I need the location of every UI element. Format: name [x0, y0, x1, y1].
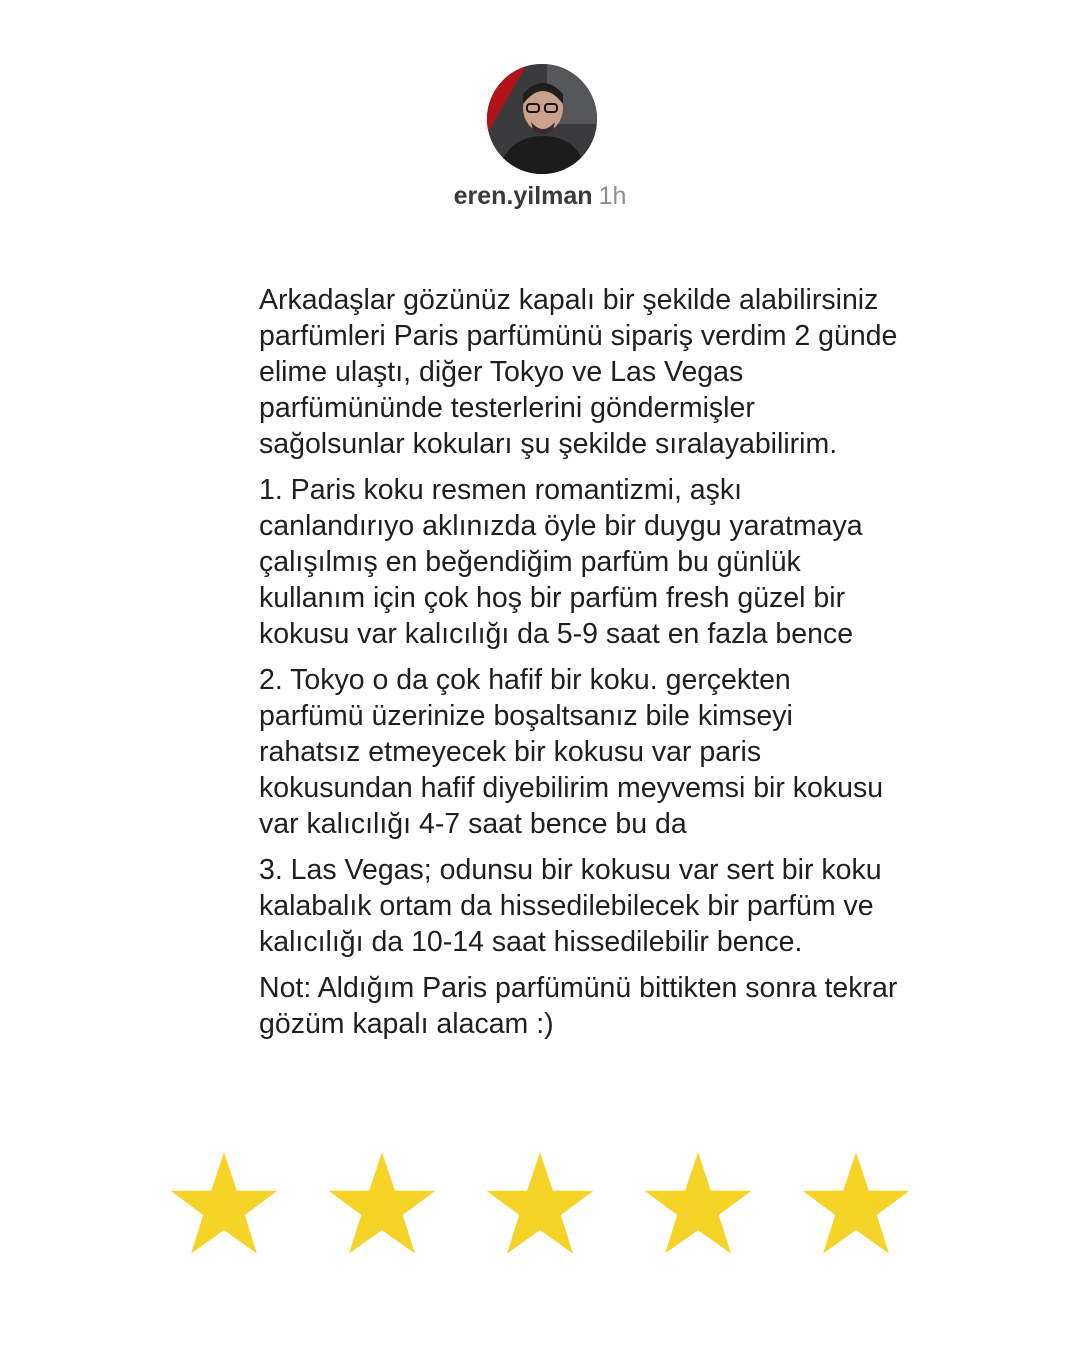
post-header	[0, 178, 1080, 214]
comment-paragraph-tokyo: 2. Tokyo o da çok hafif bir koku. gerçekten parfümü üzerinize boşaltsanız bile kimseyi rahatsız etmeyecek bir kokusu var paris kokusundan hafif diyebilirim meyvemsi bir kokusu var kalıcılığı 4-7 saat bence bu da	[259, 664, 884, 840]
star-icon	[168, 1150, 280, 1262]
comment-text	[259, 282, 899, 1052]
comment-paragraph-note: Not: Aldığım Paris parfümünü bittikten sonra tekrar gözüm kapalı alacam :)	[259, 972, 898, 1040]
star-icon	[800, 1150, 912, 1262]
avatar[interactable]	[487, 64, 597, 174]
timestamp: 1h	[598, 182, 627, 210]
star-icon	[642, 1150, 754, 1262]
comment-paragraph-las-vegas: 3. Las Vegas; odunsu bir kokusu var sert bir koku kalabalık ortam da hissedilebilecek bir parfüm ve kalıcılığı da 10-14 saat hissedilebilir bence.	[259, 854, 882, 958]
star-icon	[484, 1150, 596, 1262]
star-icon	[326, 1150, 438, 1262]
comment-paragraph-paris: 1. Paris koku resmen romantizmi, aşkı canlandırıyo aklınızda öyle bir duygu yaratmaya çalışılmış en beğendiğim parfüm bu günlük kullanım için çok hoş bir parfüm fresh güzel bir kokusu var kalıcılığı da 5-9 saat en fazla bence	[259, 474, 863, 650]
comment-paragraph-intro: Arkadaşlar gözünüz kapalı bir şekilde alabilirsiniz parfümleri Paris parfümünü sipariş verdim 2 günde elime ulaştı, diğer Tokyo ve Las Vegas parfümününde testerlerini göndermişler sağolsunlar kokuları şu şekilde sıralayabilirim.	[259, 284, 898, 460]
star-rating	[0, 1150, 1080, 1262]
username[interactable]: eren.yilman	[453, 182, 593, 210]
profile-photo	[487, 64, 597, 174]
